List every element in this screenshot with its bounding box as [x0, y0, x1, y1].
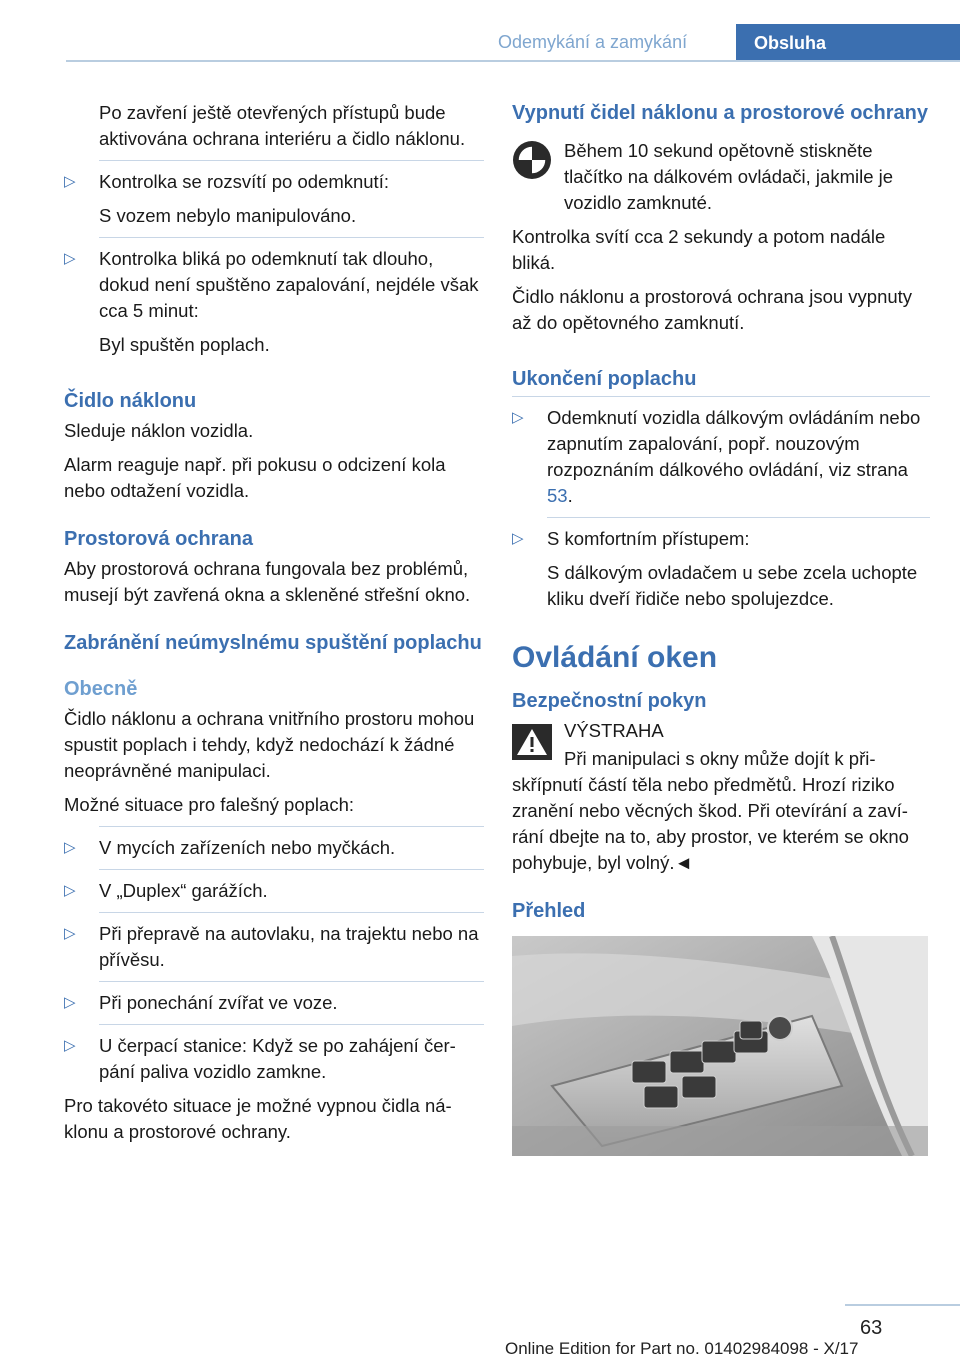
- heading-prevent-false-alarm: Zabránění neúmyslnému spuštění poplachu: [64, 632, 482, 654]
- list-item: [64, 1033, 484, 1085]
- disable-paragraph: [512, 138, 930, 216]
- list-item: [64, 169, 484, 195]
- header-rule: [66, 60, 960, 62]
- edition-note: Online Edition for Part no. 01402984098 - X/17: [505, 1339, 859, 1358]
- header-section-title: Odemykání a zamykání: [498, 32, 688, 52]
- list-item-text: Odemknutí vozidla dálkovým ovládáním nebo zapnutím zapalování, popř. nouzovým rozpoznáním dálkového ovládání, viz strana: [547, 407, 921, 480]
- list-item-text: V „Duplex“ garážích.: [99, 880, 268, 901]
- triangle-bullet-icon: ▷: [64, 250, 76, 267]
- list-item: [64, 246, 484, 324]
- list-item: [64, 878, 484, 904]
- warning-title-line: [512, 718, 930, 744]
- right-column: [512, 100, 930, 1156]
- disable-text: Během 10 sekund opětovně stiskněte tlačítko na dálkovém ovládači, jakmile je vozidlo zamknuté.: [564, 140, 894, 213]
- triangle-bullet-icon: ▷: [64, 882, 76, 899]
- list-item: [64, 990, 484, 1016]
- footer-rule: [845, 1304, 960, 1306]
- general-paragraph: Možné situace pro falešný poplach:: [64, 794, 355, 815]
- list-item-period: .: [567, 485, 573, 506]
- page-reference-link[interactable]: 53: [547, 485, 568, 506]
- divider: [99, 826, 484, 827]
- triangle-bullet-icon: ▷: [64, 1037, 76, 1054]
- divider: [99, 160, 484, 161]
- list-item-subtext: S dálkovým ovladačem u sebe zcela uchopte kliku dveří řidiče nebo spolujezdce.: [547, 562, 918, 609]
- intro-paragraph: Po zavření ještě otevřených přístupů bude aktivována ochrana interiéru a čidlo náklonu.: [99, 102, 466, 149]
- triangle-bullet-icon: ▷: [64, 839, 76, 856]
- divider: [99, 981, 484, 982]
- warning-title: VÝSTRAHA: [564, 720, 664, 741]
- list-item: [512, 526, 930, 552]
- disable-paragraph: Čidlo náklonu a prostorová ochrana jsou vypnuty až do opětovného zamknutí.: [512, 286, 913, 333]
- interior-paragraph: Aby prostorová ochrana fungovala bez problémů, musejí být zavřená okna a skleněné střešní okno.: [64, 558, 471, 605]
- list-item-subtext: Byl spuštěn poplach.: [99, 334, 270, 355]
- triangle-bullet-icon: ▷: [64, 994, 76, 1011]
- left-column: [64, 100, 484, 1153]
- heading-safety-note: Bezpečnostní pokyn: [512, 690, 707, 712]
- list-item-text: S komfortním přístupem:: [547, 528, 750, 549]
- warning-text: Při manipulaci s okny může dojít k přiskřípnutí částí těla nebo předmětů. Hrozí riziko zranění nebo věcných škod. Při otevírání a zavírání dbejte na to, aby prostor, ve kterém se okno pohybuje, byl volný.◄: [512, 748, 909, 873]
- heading-end-alarm: Ukončení poplachu: [512, 368, 697, 390]
- heading-tilt-sensor: Čidlo náklonu: [64, 390, 197, 412]
- heading-overview: Přehled: [512, 900, 586, 922]
- heading-general: Obecně: [64, 678, 138, 700]
- tilt-paragraph: Sleduje náklon vozidla.: [64, 420, 254, 441]
- divider: [99, 869, 484, 870]
- triangle-bullet-icon: ▷: [64, 925, 76, 942]
- bmw-key-button-icon: [512, 140, 552, 180]
- general-paragraph: Čidlo náklonu a ochrana vnitřního prostoru mohou spustit poplach i tehdy, když nedochází k žádné neoprávněné manipulaci.: [64, 708, 475, 781]
- window-switch-panel-image: [512, 936, 928, 1156]
- list-item: [64, 921, 484, 973]
- heading-interior-protection: Prostorová ochrana: [64, 528, 253, 550]
- list-item: [512, 405, 930, 509]
- divider: [547, 517, 930, 518]
- divider: [99, 237, 484, 238]
- closing-paragraph: Pro takovéto situace je možné vypnou čidla náklonu a prostorové ochrany.: [64, 1095, 452, 1142]
- triangle-bullet-icon: ▷: [512, 530, 524, 547]
- list-item: [64, 835, 484, 861]
- disable-paragraph: Kontrolka svítí cca 2 sekundy a potom nadále bliká.: [512, 226, 886, 273]
- tilt-paragraph: Alarm reaguje např. při pokusu o odcizení kola nebo odtažení vozidla.: [64, 454, 446, 501]
- divider: [99, 1024, 484, 1025]
- divider: [99, 912, 484, 913]
- heading-window-operation: Ovládání oken: [512, 641, 718, 674]
- list-item-text: Při ponechání zvířat ve voze.: [99, 992, 338, 1013]
- triangle-bullet-icon: ▷: [64, 173, 76, 190]
- warning-triangle-icon: [512, 724, 552, 760]
- list-item-subtext: S vozem nebylo manipulováno.: [99, 205, 357, 226]
- list-item-text: Kontrolka se rozsvítí po odemknutí:: [99, 171, 389, 192]
- header-chapter-tab: Obsluha: [736, 24, 960, 62]
- heading-disable-sensors: Vypnutí čidel náklonu a prostorové ochrany: [512, 102, 929, 124]
- page-number: 63: [860, 1317, 883, 1339]
- list-item-text: Při přepravě na autovlaku, na trajektu nebo na přívěsu.: [99, 923, 479, 970]
- list-item-text: U čerpací stanice: Když se po zahájení čerpání paliva vozidlo zamkne.: [99, 1035, 456, 1082]
- list-item-text: V mycích zařízeních nebo myčkách.: [99, 837, 396, 858]
- list-item-text: Kontrolka bliká po odemknutí tak dlouho, dokud není spuštěno zapalování, nejdéle však cca 5 minut:: [99, 248, 479, 321]
- triangle-bullet-icon: ▷: [512, 409, 524, 426]
- divider: [512, 396, 930, 397]
